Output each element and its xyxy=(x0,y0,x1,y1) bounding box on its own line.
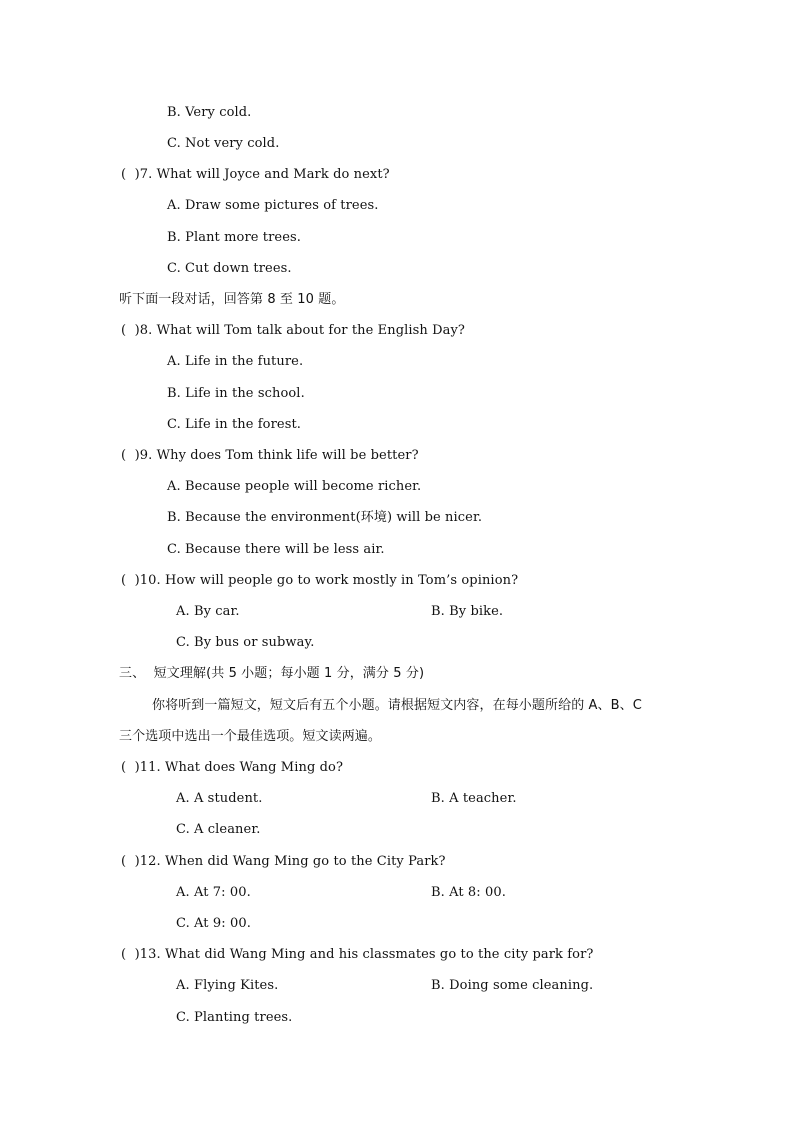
q7-option-b: B. Plant more trees. xyxy=(167,230,302,245)
q10-option-c: C. By bus or subway. xyxy=(176,635,315,650)
q11-option-c: C. A cleaner. xyxy=(176,822,261,837)
q13-stem: ( )13. What did Wang Ming and his classmates go to the city park for? xyxy=(121,947,594,962)
q11-option-a: A. A student. xyxy=(176,791,263,806)
q13-option-a: A. Flying Kites. xyxy=(176,978,279,993)
q11-option-b: B. A teacher. xyxy=(431,791,517,806)
q12-stem: ( )12. When did Wang Ming go to the City Park? xyxy=(121,854,446,869)
q9-stem: ( )9. Why does Tom think life will be better? xyxy=(121,448,419,463)
q9-option-a: A. Because people will become richer. xyxy=(167,479,422,494)
q6-option-c: C. Not very cold. xyxy=(167,136,280,151)
section-8-10-instruction: 听下面一段对话，回答第 8 至 10 题。 xyxy=(119,292,345,307)
q13-option-c: C. Planting trees. xyxy=(176,1010,293,1025)
q8-option-a: A. Life in the future. xyxy=(167,354,304,369)
section-3-heading: 三、 短文理解(共 5 小题；每小题 1 分，满分 5 分) xyxy=(119,666,425,681)
section-3-instruction-line-1: 你将听到一篇短文，短文后有五个小题。请根据短文内容，在每小题所给的 A、B、C xyxy=(152,698,642,713)
q12-option-c: C. At 9: 00. xyxy=(176,916,251,931)
q13-option-b: B. Doing some cleaning. xyxy=(431,978,594,993)
q11-stem: ( )11. What does Wang Ming do? xyxy=(121,760,344,775)
section-3-instruction-line-2: 三个选项中选出一个最佳选项。短文读两遍。 xyxy=(119,729,382,744)
q10-stem: ( )10. How will people go to work mostly in Tom’s opinion? xyxy=(121,573,519,588)
q10-option-a: A. By car. xyxy=(176,604,240,619)
q8-option-c: C. Life in the forest. xyxy=(167,417,302,432)
q6-option-b: B. Very cold. xyxy=(167,105,252,120)
q9-option-b: B. Because the environment(环境) will be nicer. xyxy=(167,510,483,525)
q8-stem: ( )8. What will Tom talk about for the English Day? xyxy=(121,323,466,338)
q9-option-c: C. Because there will be less air. xyxy=(167,542,385,557)
q10-option-b: B. By bike. xyxy=(431,604,504,619)
q7-option-a: A. Draw some pictures of trees. xyxy=(167,198,379,213)
q12-option-b: B. At 8: 00. xyxy=(431,885,506,900)
q12-option-a: A. At 7: 00. xyxy=(176,885,251,900)
q8-option-b: B. Life in the school. xyxy=(167,386,305,401)
q7-stem: ( )7. What will Joyce and Mark do next? xyxy=(121,167,390,182)
q7-option-c: C. Cut down trees. xyxy=(167,261,292,276)
